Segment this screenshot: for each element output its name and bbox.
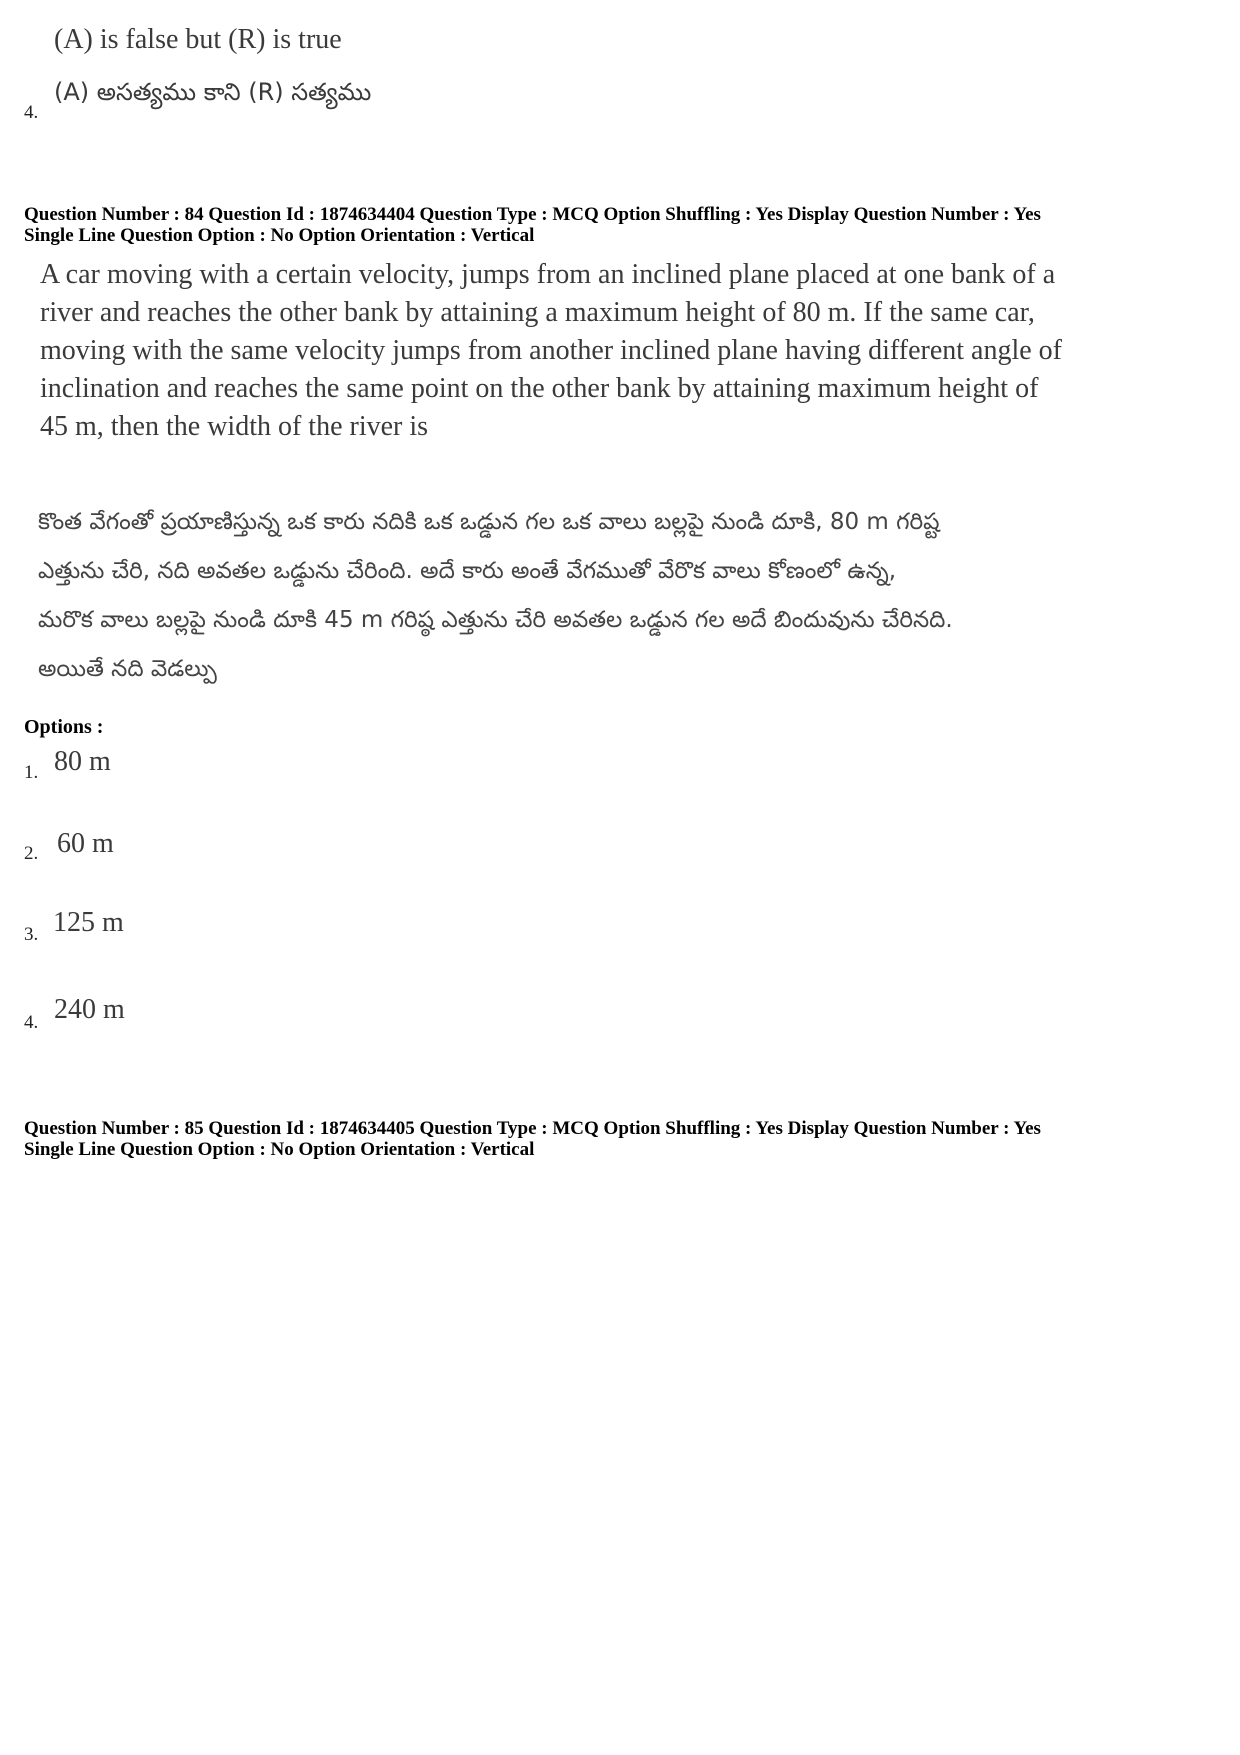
q84-question-telugu — [38, 498, 1158, 694]
prev-option-4-number: 4. — [24, 102, 39, 123]
q84-te-line: కొంత వేగంతో ప్రయాణిస్తున్న ఒక కారు నదికి ఒక ఒడ్డున గల ఒక వాలు బల్లపై నుండి దూకి, 80 m గరిష్ట — [38, 509, 940, 535]
q84-meta-line-2: Single Line Question Option : No Option Orientation : Vertical — [24, 225, 535, 246]
q84-te-line: ఎత్తును చేరి, నది అవతల ఒడ్డును చేరింది. అదే కారు అంతే వేగముతో వేరొక వాలు కోణంలో ఉన్న, — [38, 558, 897, 584]
option-4-number: 4. — [24, 1012, 39, 1033]
q84-en-line: inclination and reaches the same point on the other bank by attaining maximum height of — [40, 373, 1039, 404]
q84-te-line: మరొక వాలు బల్లపై నుండి దూకి 45 m గరిష్ఠ ఎత్తును చేరి అవతల ఒడ్డున గల అదే బిందువును చేరినది. — [38, 607, 953, 633]
option-3-number: 3. — [24, 924, 39, 945]
q84-en-line: A car moving with a certain velocity, jumps from an inclined plane placed at one bank of a — [40, 259, 1056, 290]
option-2-text[interactable]: 60 m — [57, 828, 114, 859]
prev-option-4-text: (A) అసత్యము కాని (R) సత్యము — [54, 78, 372, 106]
q84-meta-line-1: Question Number : 84 Question Id : 1874634404 Question Type : MCQ Option Shuffling : Yes Display Question Number : Yes — [24, 204, 1041, 225]
option-1-text[interactable]: 80 m — [54, 746, 111, 777]
q85-meta-line-1: Question Number : 85 Question Id : 1874634405 Question Type : MCQ Option Shuffling : Yes Display Question Number : Yes — [24, 1118, 1041, 1139]
q85-meta-line-2: Single Line Question Option : No Option Orientation : Vertical — [24, 1139, 535, 1160]
q84-question-english — [40, 256, 1160, 446]
q84-en-line: moving with the same velocity jumps from another inclined plane having different angle of — [40, 335, 1062, 366]
prev-option-3-text: (A) is false but (R) is true — [54, 24, 342, 55]
option-1-number: 1. — [24, 762, 39, 783]
option-4-text[interactable]: 240 m — [54, 994, 125, 1025]
option-3-text[interactable]: 125 m — [53, 907, 124, 938]
q84-en-line: 45 m, then the width of the river is — [40, 411, 429, 442]
q84-en-line: river and reaches the other bank by attaining a maximum height of 80 m. If the same car, — [40, 297, 1035, 328]
option-2-number: 2. — [24, 843, 39, 864]
options-label: Options : — [24, 716, 104, 738]
q84-te-line: అయితే నది వెడల్పు — [38, 656, 217, 682]
